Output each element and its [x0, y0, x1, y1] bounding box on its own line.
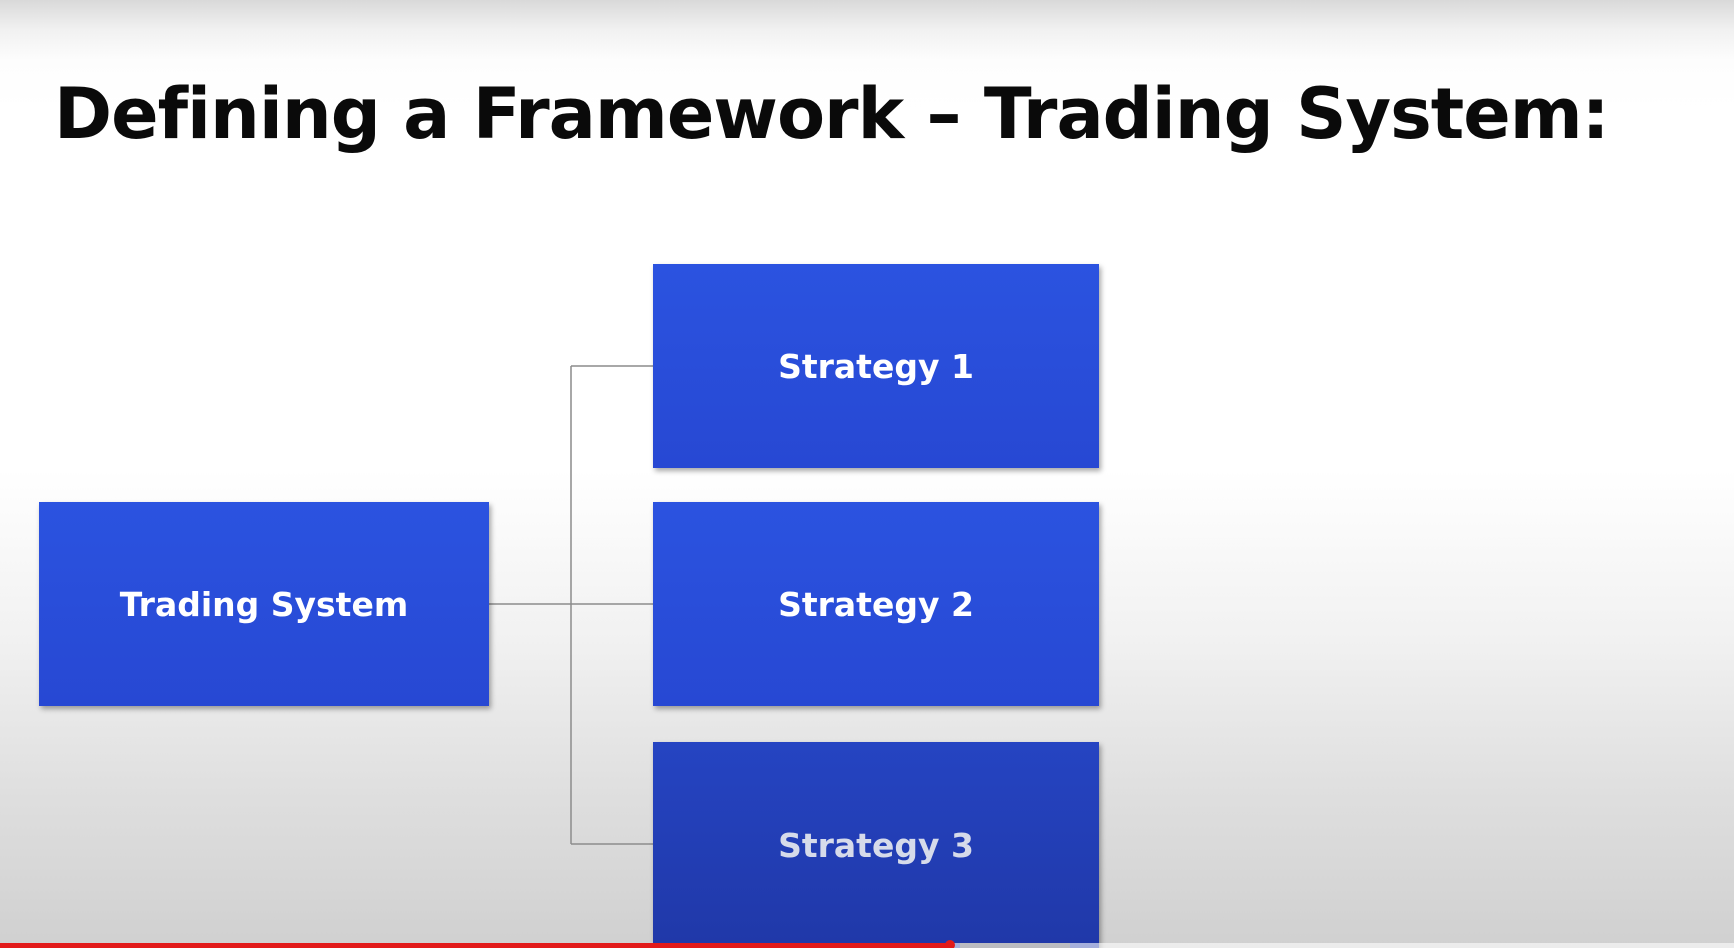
video-scrubber-handle[interactable] [945, 940, 955, 948]
video-progress-played [0, 943, 950, 948]
node-strategy-2 [653, 502, 1099, 706]
node-strategy-3-label: Strategy 3 [778, 825, 974, 865]
node-strategy-1 [653, 264, 1099, 468]
node-strategy-3 [653, 742, 1099, 948]
video-progress-bar[interactable] [0, 943, 1734, 948]
video-progress-buffered [960, 943, 1070, 948]
node-trading-system [39, 502, 489, 706]
node-strategy-2-label: Strategy 2 [778, 584, 974, 624]
slide-title: Defining a Framework – Trading System: [54, 73, 1609, 155]
node-trading-system-label: Trading System [119, 584, 409, 624]
node-strategy-1-label: Strategy 1 [778, 346, 974, 386]
